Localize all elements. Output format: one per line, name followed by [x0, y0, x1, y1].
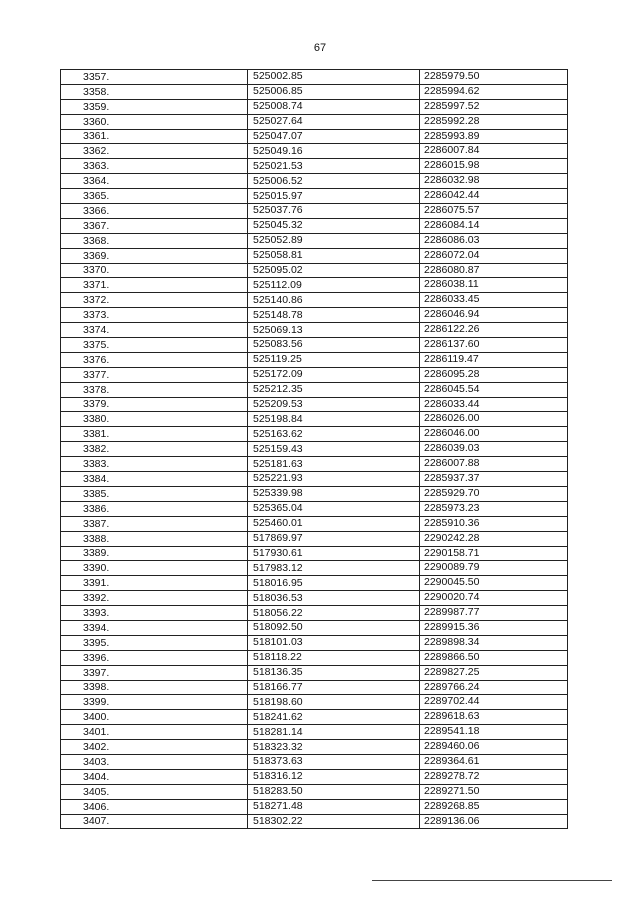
point-number-cell: 3358.	[61, 84, 248, 99]
northing-cell: 2289268.85	[420, 799, 568, 814]
easting-cell: 525460.01	[248, 516, 420, 531]
northing-cell: 2286137.60	[420, 338, 568, 353]
table-row	[61, 263, 568, 278]
point-number-cell: 3392.	[61, 591, 248, 606]
point-number-cell: 3390.	[61, 561, 248, 576]
easting-cell: 525002.85	[248, 70, 420, 85]
easting-cell: 525095.02	[248, 263, 420, 278]
easting-cell: 525209.53	[248, 397, 420, 412]
table-row	[61, 680, 568, 695]
point-number-cell: 3406.	[61, 799, 248, 814]
northing-cell: 2285993.89	[420, 129, 568, 144]
northing-cell: 2286042.44	[420, 189, 568, 204]
easting-cell: 518302.22	[248, 814, 420, 829]
northing-cell: 2286119.47	[420, 352, 568, 367]
easting-cell: 518056.22	[248, 606, 420, 621]
northing-cell: 2286033.44	[420, 397, 568, 412]
table-row	[61, 531, 568, 546]
easting-cell: 525006.85	[248, 84, 420, 99]
easting-cell: 518316.12	[248, 769, 420, 784]
footer-rule	[372, 880, 612, 881]
table-row	[61, 278, 568, 293]
table-row	[61, 174, 568, 189]
table-row	[61, 352, 568, 367]
easting-cell: 525069.13	[248, 323, 420, 338]
point-number-cell: 3377.	[61, 367, 248, 382]
easting-cell: 525212.35	[248, 382, 420, 397]
table-row	[61, 725, 568, 740]
easting-cell: 525148.78	[248, 308, 420, 323]
table-row	[61, 189, 568, 204]
point-number-cell: 3383.	[61, 457, 248, 472]
northing-cell: 2286007.84	[420, 144, 568, 159]
point-number-cell: 3371.	[61, 278, 248, 293]
easting-cell: 525015.97	[248, 189, 420, 204]
northing-cell: 2286039.03	[420, 442, 568, 457]
table-row	[61, 799, 568, 814]
easting-cell: 525140.86	[248, 293, 420, 308]
point-number-cell: 3393.	[61, 606, 248, 621]
easting-cell: 518016.95	[248, 576, 420, 591]
table-row	[61, 501, 568, 516]
table-row	[61, 204, 568, 219]
easting-cell: 525027.64	[248, 114, 420, 129]
table-row	[61, 710, 568, 725]
northing-cell: 2290020.74	[420, 591, 568, 606]
easting-cell: 525047.07	[248, 129, 420, 144]
point-number-cell: 3361.	[61, 129, 248, 144]
point-number-cell: 3389.	[61, 546, 248, 561]
northing-cell: 2286095.28	[420, 367, 568, 382]
northing-cell: 2289136.06	[420, 814, 568, 829]
easting-cell: 525045.32	[248, 218, 420, 233]
point-number-cell: 3364.	[61, 174, 248, 189]
northing-cell: 2289915.36	[420, 620, 568, 635]
point-number-cell: 3396.	[61, 650, 248, 665]
table-row	[61, 367, 568, 382]
northing-cell: 2285997.52	[420, 99, 568, 114]
easting-cell: 525058.81	[248, 248, 420, 263]
point-number-cell: 3360.	[61, 114, 248, 129]
northing-cell: 2286033.45	[420, 293, 568, 308]
easting-cell: 518283.50	[248, 784, 420, 799]
point-number-cell: 3375.	[61, 338, 248, 353]
table-row	[61, 99, 568, 114]
point-number-cell: 3404.	[61, 769, 248, 784]
northing-cell: 2289364.61	[420, 754, 568, 769]
point-number-cell: 3397.	[61, 665, 248, 680]
table-row	[61, 665, 568, 680]
point-number-cell: 3387.	[61, 516, 248, 531]
point-number-cell: 3382.	[61, 442, 248, 457]
easting-cell: 517930.61	[248, 546, 420, 561]
easting-cell: 525181.63	[248, 457, 420, 472]
northing-cell: 2289827.25	[420, 665, 568, 680]
point-number-cell: 3363.	[61, 159, 248, 174]
page-number: 67	[313, 42, 327, 54]
table-row	[61, 606, 568, 621]
coordinates-table-body	[61, 70, 568, 829]
northing-cell: 2286084.14	[420, 218, 568, 233]
table-row	[61, 338, 568, 353]
point-number-cell: 3367.	[61, 218, 248, 233]
northing-cell: 2286080.87	[420, 263, 568, 278]
northing-cell: 2289541.18	[420, 725, 568, 740]
point-number-cell: 3391.	[61, 576, 248, 591]
northing-cell: 2286122.26	[420, 323, 568, 338]
point-number-cell: 3379.	[61, 397, 248, 412]
table-row	[61, 784, 568, 799]
northing-cell: 2289987.77	[420, 606, 568, 621]
point-number-cell: 3394.	[61, 620, 248, 635]
easting-cell: 525163.62	[248, 427, 420, 442]
easting-cell: 525052.89	[248, 233, 420, 248]
easting-cell: 518101.03	[248, 635, 420, 650]
northing-cell: 2286007.88	[420, 457, 568, 472]
northing-cell: 2290045.50	[420, 576, 568, 591]
northing-cell: 2286075.57	[420, 204, 568, 219]
point-number-cell: 3385.	[61, 486, 248, 501]
table-row	[61, 129, 568, 144]
point-number-cell: 3368.	[61, 233, 248, 248]
table-row	[61, 397, 568, 412]
point-number-cell: 3381.	[61, 427, 248, 442]
table-row	[61, 769, 568, 784]
northing-cell: 2289898.34	[420, 635, 568, 650]
northing-cell: 2290158.71	[420, 546, 568, 561]
table-row	[61, 233, 568, 248]
easting-cell: 525049.16	[248, 144, 420, 159]
easting-cell: 518118.22	[248, 650, 420, 665]
northing-cell: 2285937.37	[420, 472, 568, 487]
easting-cell: 525119.25	[248, 352, 420, 367]
easting-cell: 525083.56	[248, 338, 420, 353]
point-number-cell: 3366.	[61, 204, 248, 219]
easting-cell: 518373.63	[248, 754, 420, 769]
easting-cell: 525112.09	[248, 278, 420, 293]
point-number-cell: 3373.	[61, 308, 248, 323]
northing-cell: 2285973.23	[420, 501, 568, 516]
point-number-cell: 3405.	[61, 784, 248, 799]
northing-cell: 2285979.50	[420, 70, 568, 85]
easting-cell: 525008.74	[248, 99, 420, 114]
table-row	[61, 323, 568, 338]
point-number-cell: 3370.	[61, 263, 248, 278]
coordinates-table	[60, 69, 568, 829]
easting-cell: 525339.98	[248, 486, 420, 501]
table-row	[61, 144, 568, 159]
point-number-cell: 3386.	[61, 501, 248, 516]
northing-cell: 2289460.06	[420, 740, 568, 755]
northing-cell: 2285910.36	[420, 516, 568, 531]
easting-cell: 525198.84	[248, 412, 420, 427]
easting-cell: 525159.43	[248, 442, 420, 457]
easting-cell: 525021.53	[248, 159, 420, 174]
table-row	[61, 620, 568, 635]
table-row	[61, 248, 568, 263]
easting-cell: 518241.62	[248, 710, 420, 725]
table-row	[61, 740, 568, 755]
point-number-cell: 3395.	[61, 635, 248, 650]
point-number-cell: 3357.	[61, 70, 248, 85]
point-number-cell: 3378.	[61, 382, 248, 397]
northing-cell: 2286026.00	[420, 412, 568, 427]
table-row	[61, 546, 568, 561]
table-row	[61, 591, 568, 606]
table-row	[61, 218, 568, 233]
point-number-cell: 3388.	[61, 531, 248, 546]
northing-cell: 2286086.03	[420, 233, 568, 248]
table-row	[61, 457, 568, 472]
table-row	[61, 308, 568, 323]
easting-cell: 518136.35	[248, 665, 420, 680]
point-number-cell: 3376.	[61, 352, 248, 367]
point-number-cell: 3369.	[61, 248, 248, 263]
northing-cell: 2289702.44	[420, 695, 568, 710]
point-number-cell: 3402.	[61, 740, 248, 755]
point-number-cell: 3398.	[61, 680, 248, 695]
northing-cell: 2290089.79	[420, 561, 568, 576]
table-row	[61, 382, 568, 397]
table-row	[61, 412, 568, 427]
northing-cell: 2286046.00	[420, 427, 568, 442]
easting-cell: 518092.50	[248, 620, 420, 635]
point-number-cell: 3372.	[61, 293, 248, 308]
point-number-cell: 3403.	[61, 754, 248, 769]
table-row	[61, 84, 568, 99]
easting-cell: 518281.14	[248, 725, 420, 740]
northing-cell: 2286045.54	[420, 382, 568, 397]
easting-cell: 517869.97	[248, 531, 420, 546]
point-number-cell: 3400.	[61, 710, 248, 725]
table-row	[61, 754, 568, 769]
point-number-cell: 3365.	[61, 189, 248, 204]
northing-cell: 2289766.24	[420, 680, 568, 695]
point-number-cell: 3359.	[61, 99, 248, 114]
point-number-cell: 3380.	[61, 412, 248, 427]
point-number-cell: 3399.	[61, 695, 248, 710]
table-row	[61, 442, 568, 457]
point-number-cell: 3374.	[61, 323, 248, 338]
northing-cell: 2290242.28	[420, 531, 568, 546]
easting-cell: 517983.12	[248, 561, 420, 576]
table-row	[61, 516, 568, 531]
easting-cell: 518036.53	[248, 591, 420, 606]
table-row	[61, 486, 568, 501]
northing-cell: 2289618.63	[420, 710, 568, 725]
northing-cell: 2289866.50	[420, 650, 568, 665]
point-number-cell: 3384.	[61, 472, 248, 487]
point-number-cell: 3407.	[61, 814, 248, 829]
table-row	[61, 635, 568, 650]
table-row	[61, 70, 568, 85]
easting-cell: 518198.60	[248, 695, 420, 710]
table-row	[61, 427, 568, 442]
northing-cell: 2289271.50	[420, 784, 568, 799]
northing-cell: 2286038.11	[420, 278, 568, 293]
northing-cell: 2286072.04	[420, 248, 568, 263]
northing-cell: 2286015.98	[420, 159, 568, 174]
table-row	[61, 576, 568, 591]
easting-cell: 525037.76	[248, 204, 420, 219]
northing-cell: 2285994.62	[420, 84, 568, 99]
easting-cell: 525172.09	[248, 367, 420, 382]
table-row	[61, 293, 568, 308]
table-row	[61, 159, 568, 174]
point-number-cell: 3401.	[61, 725, 248, 740]
point-number-cell: 3362.	[61, 144, 248, 159]
table-row	[61, 695, 568, 710]
easting-cell: 518271.48	[248, 799, 420, 814]
northing-cell: 2286032.98	[420, 174, 568, 189]
easting-cell: 525365.04	[248, 501, 420, 516]
easting-cell: 518166.77	[248, 680, 420, 695]
northing-cell: 2289278.72	[420, 769, 568, 784]
table-row	[61, 814, 568, 829]
table-row	[61, 114, 568, 129]
table-row	[61, 472, 568, 487]
easting-cell: 525221.93	[248, 472, 420, 487]
table-row	[61, 650, 568, 665]
northing-cell: 2285992.28	[420, 114, 568, 129]
northing-cell: 2286046.94	[420, 308, 568, 323]
table-row	[61, 561, 568, 576]
easting-cell: 525006.52	[248, 174, 420, 189]
northing-cell: 2285929.70	[420, 486, 568, 501]
easting-cell: 518323.32	[248, 740, 420, 755]
